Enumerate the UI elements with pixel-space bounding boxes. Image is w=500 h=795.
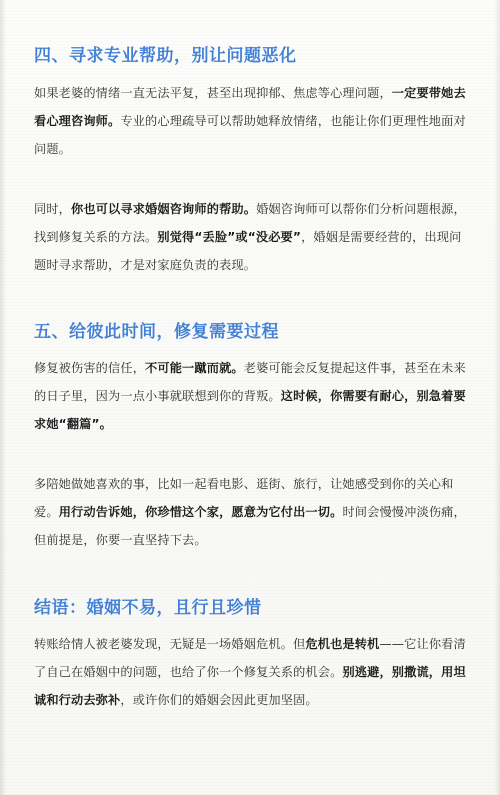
body-text: 转账给情人被老婆发现，无疑是一场婚姻危机。但 bbox=[34, 637, 306, 651]
emphasis-text: 用行动告诉她，你珍惜这个家，愿意为它付出一切。 bbox=[58, 505, 343, 519]
emphasis-text: 别觉得“丢脸”或“没必要” bbox=[157, 230, 302, 244]
emphasis-text: 你也可以寻求婚姻咨询师的帮助。 bbox=[71, 202, 257, 216]
section-title-give-time: 五、给彼此时间，修复需要过程 bbox=[34, 322, 279, 342]
body-text: 如果老婆的情绪一直无法平复，甚至出现抑郁、焦虑等心理问题， bbox=[34, 86, 392, 100]
body-text: 修复被伤害的信任， bbox=[34, 361, 146, 375]
body-text: 时间会慢慢冲淡伤痛，但前提是，你要一直坚持下去。 bbox=[34, 505, 466, 547]
body-text: ，婚姻是需要经营的，出现问题时寻求帮助，才是对家庭负责的表现。 bbox=[34, 230, 462, 272]
emphasis-text: 危机也是转机 bbox=[305, 637, 380, 651]
body-text: ——它让你看清了自己在婚姻中的问题，也给了你一个修复关系的机会。 bbox=[34, 637, 466, 679]
paragraph bbox=[34, 195, 468, 279]
emphasis-text: 这时候，你需要有耐心，别急着要求她“翻篇”。 bbox=[34, 389, 466, 431]
emphasis-text: 一定要带她去看心理咨询师。 bbox=[34, 86, 466, 128]
section-title-professional-help: 四、寻求专业帮助，别让问题恶化 bbox=[34, 46, 297, 66]
body-text: 多陪她做她喜欢的事，比如一起看电影、逛街、旅行，让她感受到你的关心和爱。 bbox=[34, 477, 454, 519]
emphasis-text: 别逃避，别撒谎，用坦诚和行动去弥补 bbox=[34, 665, 466, 707]
paragraph bbox=[34, 630, 468, 714]
body-text: 同时， bbox=[34, 202, 72, 216]
paper-edge-right bbox=[494, 0, 500, 795]
section-title-conclusion: 结语：婚姻不易，且行且珍惜 bbox=[34, 598, 262, 618]
body-text: 老婆可能会反复提起这件事，甚至在未来的日子里，因为一点小事就联想到你的背叛。 bbox=[34, 361, 466, 403]
body-text: ，或许你们的婚姻会因此更加坚固。 bbox=[120, 693, 318, 707]
body-text: 婚姻咨询师可以帮你们分析问题根源，找到修复关系的方法。 bbox=[34, 202, 466, 244]
paragraph bbox=[34, 79, 468, 163]
paragraph bbox=[34, 354, 468, 438]
paragraph bbox=[34, 470, 468, 554]
paper-edge-left bbox=[0, 0, 6, 795]
emphasis-text: 不可能一蹴而就。 bbox=[145, 361, 244, 375]
body-text: 专业的心理疏导可以帮助她释放情绪，也能让你们更理性地面对问题。 bbox=[34, 114, 466, 156]
